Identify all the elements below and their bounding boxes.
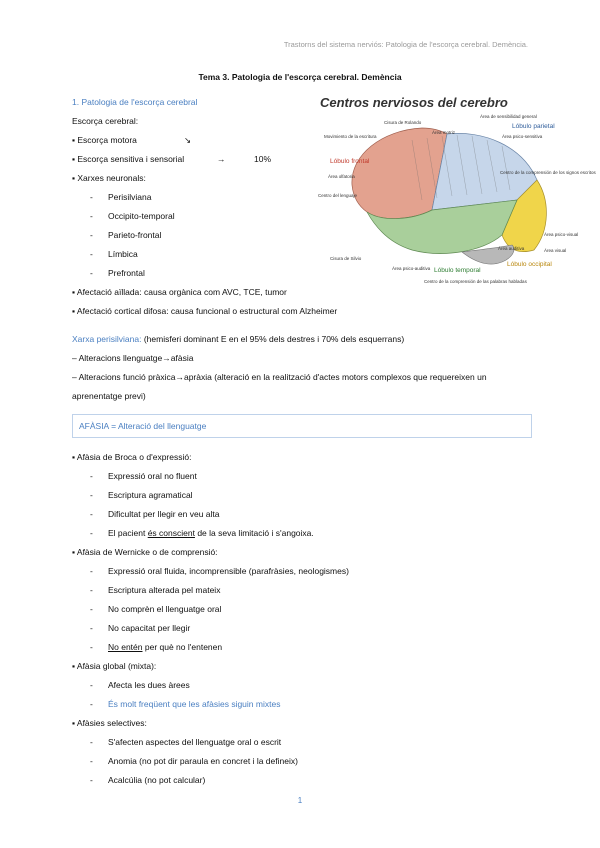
network-item-label: Perisilviana [108,192,152,202]
cortex-subheading: Escorça cerebral: [72,116,139,126]
list-item-label: per què no l'entenen [142,642,223,652]
selective-bullet: ▪ Afàsies selectives: [72,718,147,728]
main-content [72,330,532,790]
network-item-label: Occipito-temporal [108,211,175,221]
section-intro [72,93,342,321]
global-title: Afàsia global (mixta): [76,661,157,671]
perisilvian-note: (hemisferi dominant E en el 95% dels destres i 70% dels esquerrans) [143,334,405,344]
percent-value: 10% [254,154,272,164]
list-item-label: Escriptura alterada pel mateix [108,585,221,595]
rolando-label: Cisura de Rolando [384,120,422,125]
list-item-label: Escriptura agramatical [108,490,193,500]
underlined-text: és conscient [147,528,195,538]
list-item-label: S'afecten aspectes del llenguatge oral o escrit [108,737,282,747]
diffuse-bullet: ▪ Afectació cortical difosa: causa funcional o estructural com Alzheimer [72,306,338,316]
networks-text: Xarxes neuronals: [77,173,146,183]
section-heading: 1. Patologia de l'escorça cerebral [72,97,198,107]
list-item-label: Expressió oral no fluent [108,471,197,481]
list-item: - Expressió oral no fluent [90,471,197,481]
wernicke-bullet: ▪ Afàsia de Wernicke o de comprensió: [72,547,218,557]
psychovisual-label: Área psico-visual [544,232,579,237]
network-item-label: Prefrontal [108,268,145,278]
list-item-label: Dificultat per llegir en veu alta [108,509,220,519]
olfactory-label: Área olfatoria [328,174,355,179]
list-item-label: És molt freqüent que les afàsies siguin mixtes [108,699,281,709]
figure-title: Centros nerviosos del cerebro [320,95,508,110]
list-item-label: No comprèn el llenguatge oral [108,604,222,614]
written-comprehension-label: Centro de la comprensión de los signos escritos [500,170,596,175]
perisilvian-line [72,330,532,349]
list-item-label: Expressió oral fluida, incomprensible (parafràsies, neologismes) [108,566,349,576]
apraxia-line-cont: aprenentatge previ) [72,391,146,401]
auditory-label: Área auditiva [498,246,525,251]
sensitive-bullet: ▪ Escorça sensitiva i sensorial → 10% [72,150,342,169]
movement-label: Movimiento de la escritura [324,134,377,139]
diffuse-text: Afectació cortical difosa: causa funcional o estructural com Alzheimer [76,306,338,316]
network-item: - Perisilviana [90,192,152,202]
networks-bullet: ▪ Xarxes neuronals: [72,173,146,183]
psychoauditory-label: Área psico-auditiva [392,266,431,271]
page-title: Tema 3. Patologia de l'escorça cerebral. Demència [198,72,402,82]
list-item-label: Afecta les dues àrees [108,680,190,690]
list-item: - No capacitat per llegir [90,623,191,633]
underlined-text: No entén [108,642,143,652]
broca-bullet: ▪ Afàsia de Broca o d'expressió: [72,452,192,462]
motor-bullet: ▪ Escorça motora ↘ [72,131,342,150]
list-item: - S'afecten aspectes del llenguatge oral o escrit [90,737,282,747]
perisilvian-label: Xarxa perisilviana: [72,334,142,344]
psychosensitive-label: Área psico-sensitiva [502,134,543,139]
brain-figure [312,90,596,290]
sensitive-text: Escorça sensitiva i sensorial [77,154,185,164]
running-header: Trastorns del sistema nerviós: Patologia de l'escorça cerebral. Demència. [283,40,528,49]
aphasia-box: AFÀSIA = Alteració del llenguatge [72,414,532,438]
motor-text: Escorça motora [77,135,137,145]
list-item: - Anomia (no pot dir paraula en concret i la defineix) [90,756,298,766]
list-item: - Escriptura agramatical [90,490,193,500]
list-item-label: No capacitat per llegir [108,623,191,633]
parietal-label: Lóbulo parietal [512,123,555,130]
sensitive-general-label: Área de sensibilidad general [480,114,537,119]
temporal-label: Lóbulo temporal [434,267,481,274]
network-item: - Límbica [90,249,138,259]
motor-arrow: ↘ [184,135,192,145]
list-item: - Dificultat per llegir en veu alta [90,509,220,519]
visual-label: Área visual [544,248,567,253]
global-bullet: ▪ Afàsia global (mixta): [72,661,157,671]
network-item: - Parieto-frontal [90,230,162,240]
silvio-label: Cisura de Silvio [330,256,362,261]
list-item: - Expressió oral fluida, incomprensible (parafràsies, neologismes) [90,566,349,576]
list-item: - No entén per què no l'entenen [90,642,223,652]
network-item-label: Parieto-frontal [108,230,162,240]
list-item-label: de la seva limitació i s'angoixa. [194,528,314,538]
network-item: - Prefrontal [90,268,145,278]
list-item-label: Anomia (no pot dir paraula en concret i la defineix) [108,756,298,766]
sensitive-arrow: → [217,154,226,164]
list-item: - Afecta les dues àrees [90,680,190,690]
motor-area-label: Área motriz [432,130,456,135]
list-item-label: Acalcúlia (no pot calcular) [108,775,206,785]
list-item: - No comprèn el llenguatge oral [90,604,222,614]
isolated-text: Afectació aïllada: causa orgànica com AVC, TCE, tumor [76,287,287,297]
wernicke-title: Afàsia de Wernicke o de comprensió: [76,547,218,557]
list-item: - Escriptura alterada pel mateix [90,585,221,595]
list-item: - Acalcúlia (no pot calcular) [90,775,206,785]
selective-title: Afàsies selectives: [76,718,147,728]
list-item: - El pacient és conscient de la seva limitació i s'angoixa. [90,528,314,538]
isolated-bullet: ▪ Afectació aïllada: causa orgànica com AVC, TCE, tumor [72,287,287,297]
network-item-label: Límbica [108,249,138,259]
broca-title: Afàsia de Broca o d'expressió: [76,452,192,462]
network-item: - Occipito-temporal [90,211,175,221]
occipital-label: Lóbulo occipital [507,261,552,268]
aphasia-line: – Alteracions llenguatge→afàsia [72,353,194,363]
list-item: - És molt freqüent que les afàsies siguin mixtes [90,699,281,709]
list-item-label: El pacient [108,528,148,538]
frontal-label: Lóbulo frontal [330,158,370,165]
page-number: 1 [297,796,303,805]
language-center-label: Centro del lenguaje [318,193,358,198]
apraxia-line: – Alteracions funció pràxica→apràxia (alteració en la realització d'actes motors complexos que requereixen un [72,372,487,382]
spoken-comprehension-label: Centro de la comprensión de las palabras habladas [424,279,527,284]
